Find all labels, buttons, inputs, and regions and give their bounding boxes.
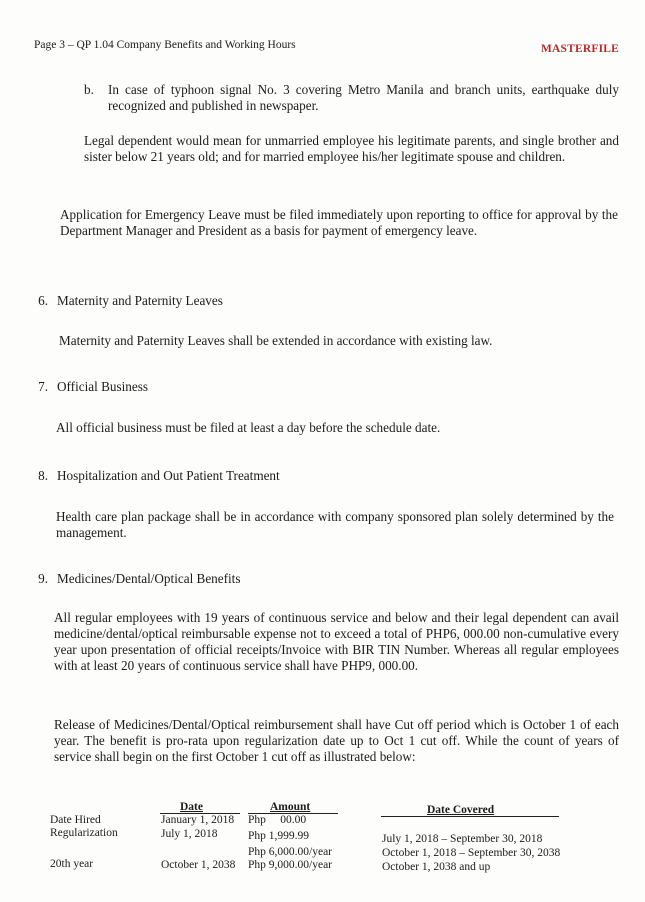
table-cell-covered: October 1, 2038 and up	[382, 861, 491, 873]
table-cell-amount: Php 00.00	[248, 814, 307, 826]
section-number: 8.	[38, 468, 48, 483]
table-cell-covered: July 1, 2018 – September 30, 2018	[382, 833, 543, 845]
table-cell-date: January 1, 2018	[161, 814, 235, 826]
legal-dependent-paragraph: Legal dependent would mean for unmarried employee his legitimate parents, and single brother and sister below 21 years old; and for married employee his/her legitimate spouse and children.	[84, 133, 619, 164]
table-cell-amount: Php 6,000.00/year	[248, 846, 333, 858]
emergency-application-paragraph: Application for Emergency Leave must be filed immediately upon reporting to office for approval by the Department Manager and President as a basis for payment of emergency leave.	[60, 207, 618, 238]
table-row-label: Regularization	[50, 827, 118, 839]
medicines-paragraph-1: All regular employees with 19 years of continuous service and below and their legal dependent can avail medicine/dental/optical reimbursable expense not to exceed a total of PHP6, 000.00 non-cumulative every year upon presentation of official receipts/Invoice with BIR TIN Number. Whereas all regular employees with at least 20 years of continuous service shall have PHP9, 000.00.	[54, 610, 619, 673]
column-header-amount: Amount	[270, 801, 311, 813]
masterfile-stamp: MASTERFILE	[540, 43, 619, 55]
table-row-label: 20th year	[50, 858, 94, 870]
table-cell-covered: October 1, 2018 – September 30, 2038	[382, 847, 561, 859]
column-header-date-covered: Date Covered	[427, 804, 495, 816]
table-cell-amount: Php 1,999.99	[248, 830, 310, 842]
section-number: 9.	[38, 571, 48, 586]
table-cell-amount: Php 9,000.00/year	[248, 859, 333, 871]
official-business-paragraph: All official business must be filed at least a day before the schedule date.	[56, 420, 441, 435]
header-rule	[381, 816, 559, 817]
section-number: 6.	[38, 293, 48, 308]
medicines-paragraph-2: Release of Medicines/Dental/Optical reimbursement shall have Cut off period which is October 1 of each year. The benefit is pro-rata upon regularization date up to Oct 1 cut off. While the count of years of service shall begin on the first October 1 cut off as illustrated below:	[54, 717, 619, 764]
column-header-date: Date	[180, 801, 203, 813]
page-header: Page 3 – QP 1.04 Company Benefits and Working Hours	[34, 39, 296, 51]
section-number: 7.	[38, 379, 48, 394]
table-row-label: Date Hired	[50, 814, 101, 826]
maternity-paragraph: Maternity and Paternity Leaves shall be extended in accordance with existing law.	[59, 333, 493, 348]
table-cell-date: July 1, 2018	[161, 828, 218, 840]
list-item-label: b.	[84, 82, 94, 97]
hospitalization-paragraph: Health care plan package shall be in accordance with company sponsored plan solely determined by the management.	[56, 509, 614, 540]
section-title: Official Business	[57, 379, 148, 394]
list-item-b	[84, 82, 619, 114]
section-title: Medicines/Dental/Optical Benefits	[57, 571, 241, 586]
list-item-text: In case of typhoon signal No. 3 covering Metro Manila and branch units, earthquake duly recognized and published in newspaper.	[108, 82, 619, 113]
section-title: Maternity and Paternity Leaves	[57, 293, 223, 308]
table-cell-date: October 1, 2038	[161, 859, 236, 871]
section-title: Hospitalization and Out Patient Treatment	[57, 468, 280, 483]
